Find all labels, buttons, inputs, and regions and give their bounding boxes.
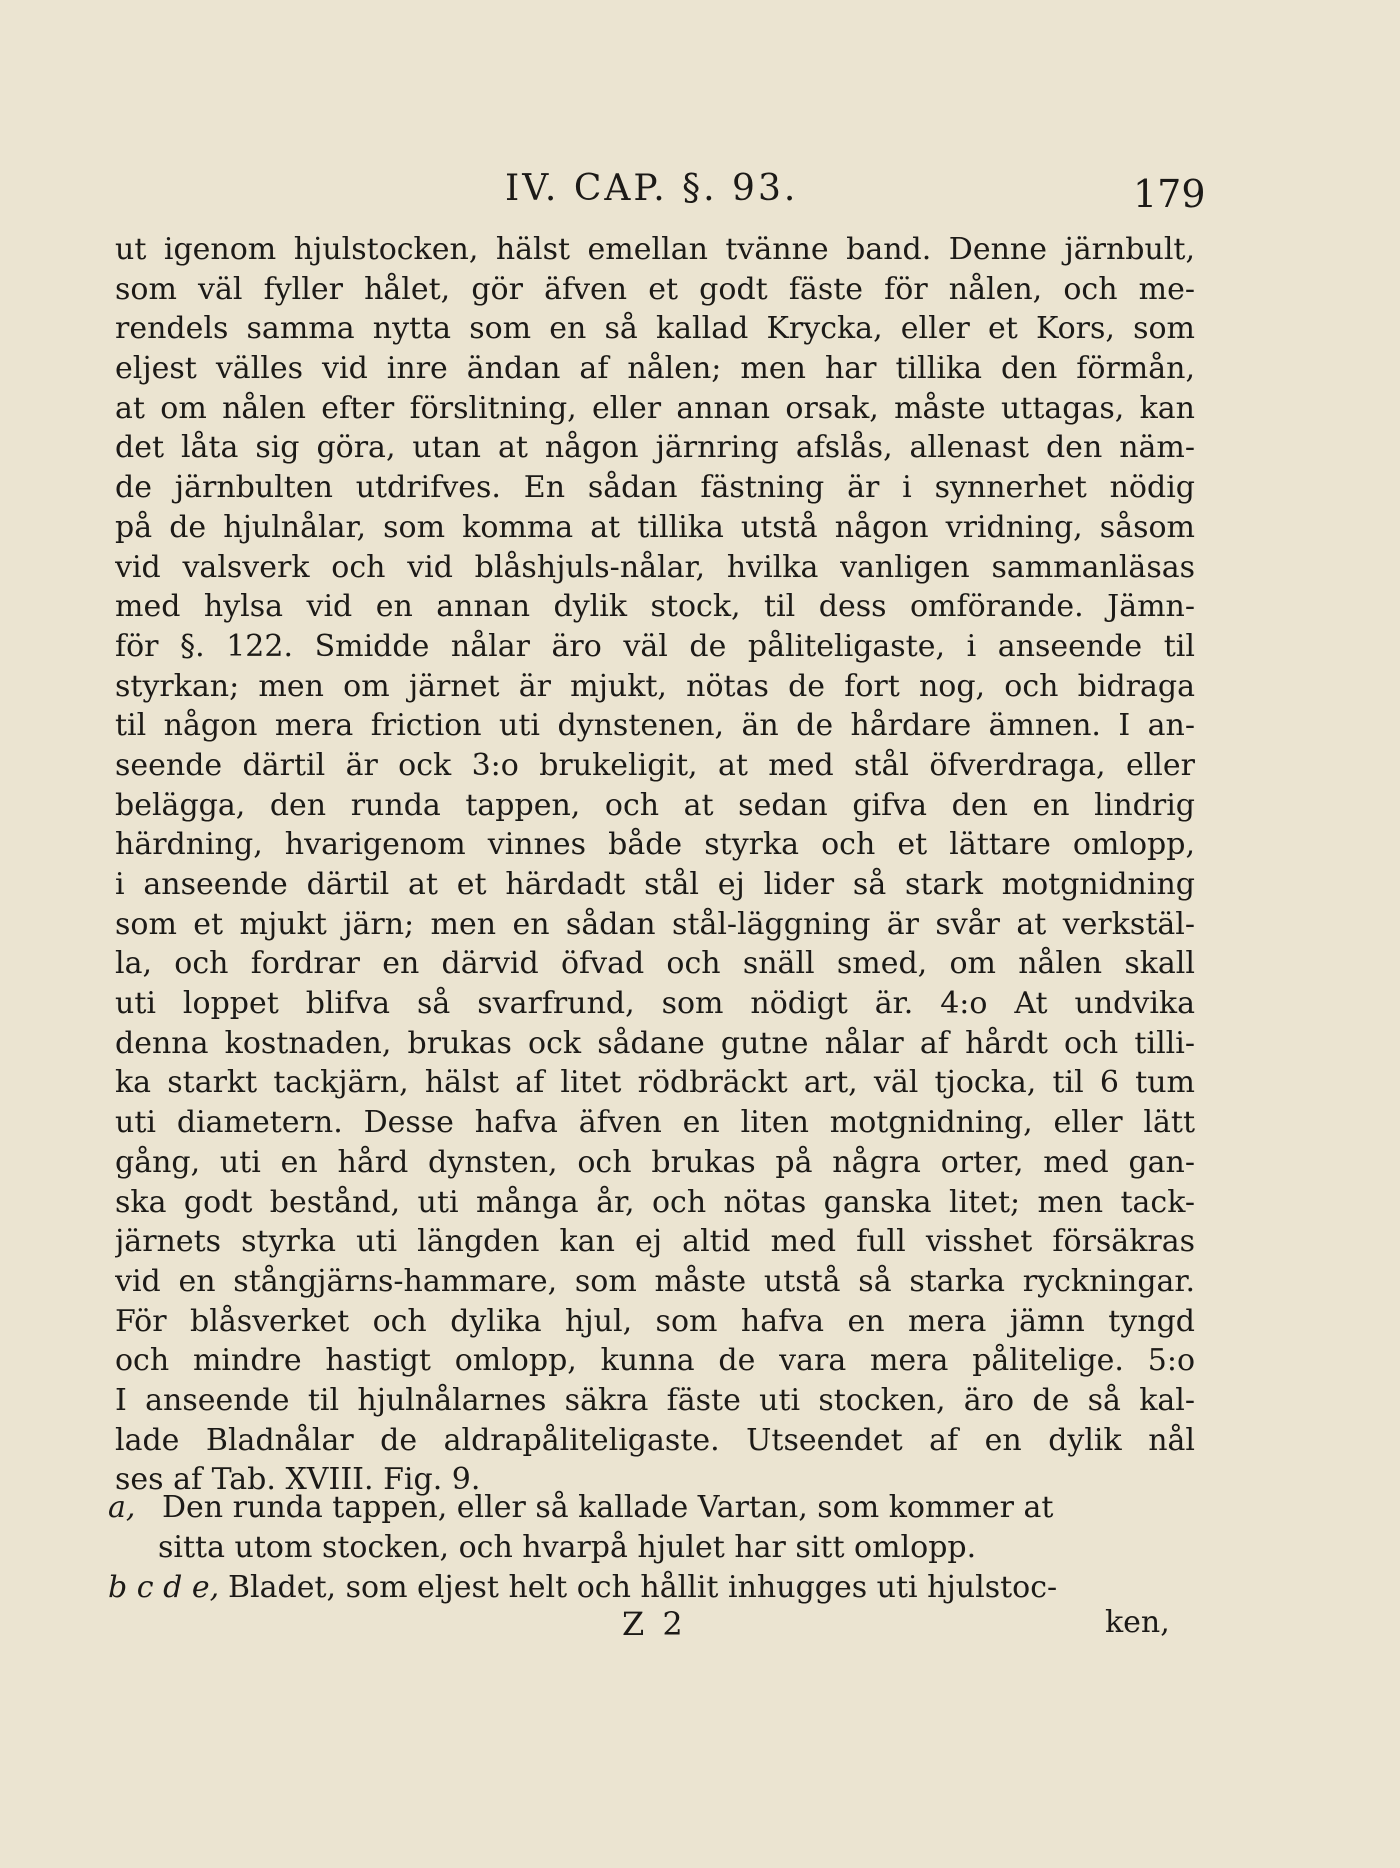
text-line: ses af Tab. XVIII. Fig. 9.	[115, 1462, 481, 1498]
text-line: rendels samma nytta som en så kallad Krycka, eller et Kors, som	[115, 311, 1195, 347]
caption-text: sitta utom stocken, och hvarpå hjulet har sitt omlopp.	[158, 1530, 977, 1565]
text-line: som väl fyller hålet, gör äfven et godt fäste för nålen, och me-	[115, 271, 1195, 307]
text-line: at om nålen efter förslitning, eller annan orsak, måste uttagas, kan	[115, 390, 1195, 426]
text-line: härdning, hvarigenom vinnes både styrka och et lättare omlopp,	[115, 827, 1195, 863]
text-line: järnets styrka uti längden kan ej altid med full visshet försäkras	[115, 1224, 1195, 1260]
caption-item	[108, 1568, 1198, 1608]
text-line: ka starkt tackjärn, hälst af litet rödbräckt art, väl tjocka, til 6 tum	[115, 1065, 1195, 1101]
text-line: la, och fordrar en därvid öfvad och snäll smed, om nålen skall	[115, 946, 1195, 982]
text-line: ut igenom hjulstocken, hälst emellan tvänne band. Denne järnbult,	[115, 232, 1195, 267]
text-line: til någon mera friction uti dynstenen, än de hårdare ämnen. I an-	[115, 708, 1195, 744]
text-line: med hylsa vid en annan dylik stock, til dess omförande. Jämn-	[115, 589, 1195, 625]
catchword: ken,	[1105, 1605, 1170, 1640]
text-line: vid valsverk och vid blåshjuls-nålar, hvilka vanligen sammanläsas	[115, 549, 1195, 585]
text-line: eljest välles vid inre ändan af nålen; men har tillika den förmån,	[115, 351, 1195, 387]
caption-label: a,	[108, 1490, 136, 1525]
text-line: för §. 122. Smidde nålar äro väl de påliteligaste, i anseende til	[115, 628, 1195, 664]
signature-mark: Z 2	[622, 1605, 687, 1643]
caption-text: Den runda tappen, eller så kallade Vartan, som kommer at	[162, 1490, 1054, 1525]
text-line: lade Bladnålar de aldrapåliteligaste. Utseendet af en dylik nål	[115, 1422, 1195, 1458]
running-head: IV. CAP. §. 93.	[505, 168, 799, 209]
text-line: gång, uti en hård dynsten, och brukas på några orter, med gan-	[115, 1144, 1195, 1180]
caption-item	[108, 1488, 1198, 1528]
caption-continuation	[108, 1528, 1198, 1568]
caption-label: b c d e,	[108, 1570, 220, 1605]
figure-captions	[108, 1488, 1198, 1608]
text-line: styrkan; men om järnet är mjukt, nötas de fort nog, och bidraga	[115, 668, 1195, 704]
text-line: på de hjulnålar, som komma at tillika utstå någon vridning, såsom	[115, 509, 1195, 545]
text-line: belägga, den runda tappen, och at sedan gifva den en lindrig	[115, 787, 1195, 823]
text-line: För blåsverket och dylika hjul, som hafva en mera jämn tyngd	[115, 1303, 1195, 1339]
text-line: uti loppet blifva så svarfrund, som nödigt är. 4:o At undvika	[115, 986, 1195, 1022]
text-line: ska godt bestånd, uti många år, och nötas ganska litet; men tack-	[115, 1184, 1195, 1220]
text-line: i anseende därtil at et härdadt stål ej lider så stark motgnidning	[115, 867, 1195, 902]
text-line: som et mjukt järn; men en sådan stål-läggning är svår at verkstäl-	[115, 906, 1195, 942]
text-line: I anseende til hjulnålarnes säkra fäste uti stocken, äro de så kal-	[115, 1382, 1195, 1418]
text-line: uti diametern. Desse hafva äfven en liten motgnidning, eller lätt	[115, 1105, 1195, 1141]
caption-text: Bladet, som eljest helt och hållit inhugges uti hjulstoc-	[228, 1570, 1058, 1605]
text-line: seende därtil är ock 3:o brukeligit, at med stål öfverdraga, eller	[115, 747, 1195, 783]
text-line: och mindre hastigt omlopp, kunna de vara mera pålitelige. 5:o	[115, 1343, 1195, 1379]
text-line: denna kostnaden, brukas ock sådane gutne nålar af hårdt och tilli-	[115, 1025, 1195, 1061]
text-line: de järnbulten utdrifves. En sådan fästning är i synnerhet nödig	[115, 470, 1195, 506]
text-line: vid en stångjärns-hammare, som måste utstå så starka ryckningar.	[115, 1263, 1195, 1299]
page-header	[0, 168, 1400, 218]
page-number: 179	[1133, 172, 1206, 216]
page-footer	[0, 1605, 1400, 1645]
body-text	[115, 230, 1195, 1500]
text-line: det låta sig göra, utan at någon järnring afslås, allenast den näm-	[115, 430, 1195, 466]
